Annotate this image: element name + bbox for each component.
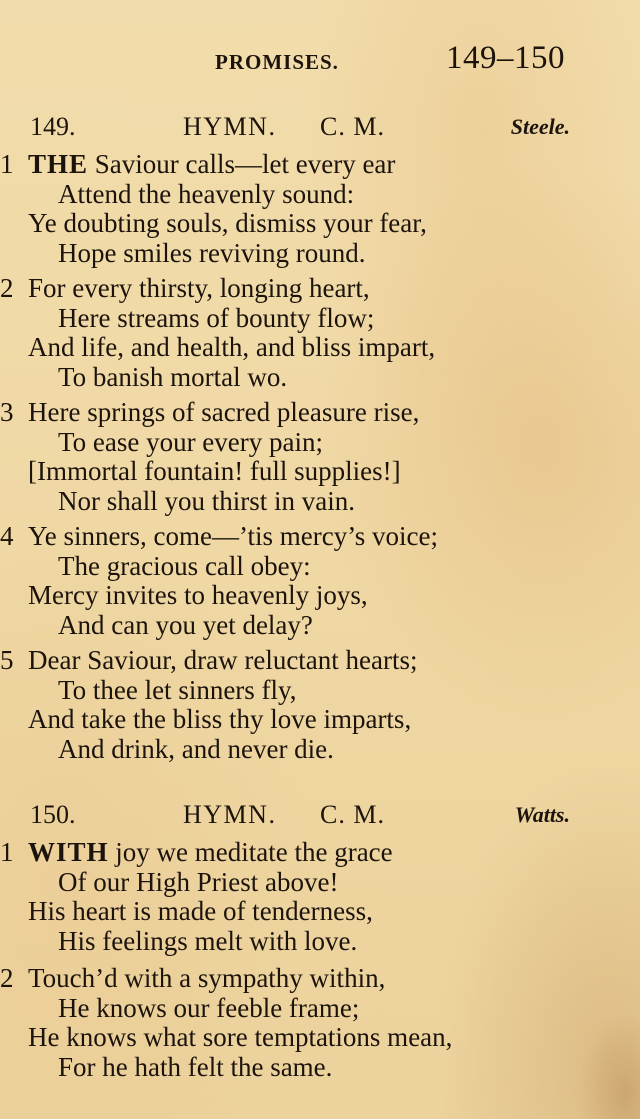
stanza-number: 3 xyxy=(0,397,14,427)
verse-line: [Immortal fountain! full supplies!] xyxy=(28,456,401,486)
verse-line: His heart is made of tenderness, xyxy=(28,896,373,926)
stanza-2 xyxy=(0,964,640,1082)
verse-line: Dear Saviour, draw reluctant hearts; xyxy=(28,645,418,675)
stanza-5 xyxy=(0,646,640,764)
stanza-1 xyxy=(0,838,640,956)
verse-line: And take the bliss thy love imparts, xyxy=(28,704,412,734)
hymn-header xyxy=(0,800,640,836)
verse-line: Mercy invites to heavenly joys, xyxy=(28,580,368,610)
hymn-149 xyxy=(0,112,640,764)
running-head-section: PROMISES. xyxy=(215,50,339,74)
stanza-number: 2 xyxy=(0,963,14,993)
stanza-number: 2 xyxy=(0,273,14,303)
hymn-author: Steele. xyxy=(510,114,570,139)
verse-line: Ye doubting souls, dismiss your fear, xyxy=(28,208,427,238)
verse-line: And drink, and never die. xyxy=(58,733,334,764)
running-head xyxy=(0,40,640,80)
hymn-title: HYMN. xyxy=(183,112,277,141)
hymn-author: Watts. xyxy=(514,802,570,827)
verse-line: Attend the heavenly sound: xyxy=(58,178,355,209)
hymn-number: 149. xyxy=(30,112,76,141)
stanza-number: 4 xyxy=(0,521,14,551)
verse-line: Here springs of sacred pleasure rise, xyxy=(28,397,420,427)
verse-line: To thee let sinners fly, xyxy=(58,674,297,705)
verse-line-text: Saviour calls—let every ear xyxy=(94,149,396,179)
verse-line: Of our High Priest above! xyxy=(58,866,339,897)
verse-line: To banish mortal wo. xyxy=(58,361,288,392)
stanza-4 xyxy=(0,522,640,640)
hymn-150 xyxy=(0,800,640,1082)
hymn-meter: C. M. xyxy=(320,112,385,141)
stanza-first-word: THE xyxy=(28,149,89,179)
stanza-3 xyxy=(0,398,640,516)
verse-line: To ease your every pain; xyxy=(58,426,324,457)
verse-line: Hope smiles reviving round. xyxy=(58,237,366,268)
hymn-header xyxy=(0,112,640,148)
verse-line: Nor shall you thirst in vain. xyxy=(58,485,355,516)
verse-line: Ye sinners, come—’tis mercy’s voice; xyxy=(28,521,438,551)
stanza-number: 5 xyxy=(0,645,14,675)
verse-line: His feelings melt with love. xyxy=(58,925,358,956)
verse-line: Touch’d with a sympathy within, xyxy=(28,963,386,993)
hymn-meter: C. M. xyxy=(320,800,385,829)
verse-line: And life, and health, and bliss impart, xyxy=(28,332,436,362)
verse-line-text: joy we meditate the grace xyxy=(115,837,393,867)
verse-line: For he hath felt the same. xyxy=(58,1051,333,1082)
verse-line: Here streams of bounty flow; xyxy=(58,302,375,333)
stanza-1 xyxy=(0,150,640,268)
stanza-first-word: WITH xyxy=(28,837,109,867)
verse-line xyxy=(0,838,640,868)
stanza-number: 1 xyxy=(0,837,14,867)
verse-line xyxy=(0,150,640,180)
verse-line: He knows our feeble frame; xyxy=(58,992,360,1023)
paper-stain xyxy=(570,999,640,1119)
stanza-number: 1 xyxy=(0,149,14,179)
running-head-range: 149–150 xyxy=(446,40,565,76)
stanza-2 xyxy=(0,274,640,392)
hymn-number: 150. xyxy=(30,800,76,829)
verse-line: For every thirsty, longing heart, xyxy=(28,273,370,303)
hymn-title: HYMN. xyxy=(183,800,277,829)
verse-line: And can you yet delay? xyxy=(58,609,313,640)
verse-line: He knows what sore temptations mean, xyxy=(28,1022,453,1052)
verse-line: The gracious call obey: xyxy=(58,550,311,581)
